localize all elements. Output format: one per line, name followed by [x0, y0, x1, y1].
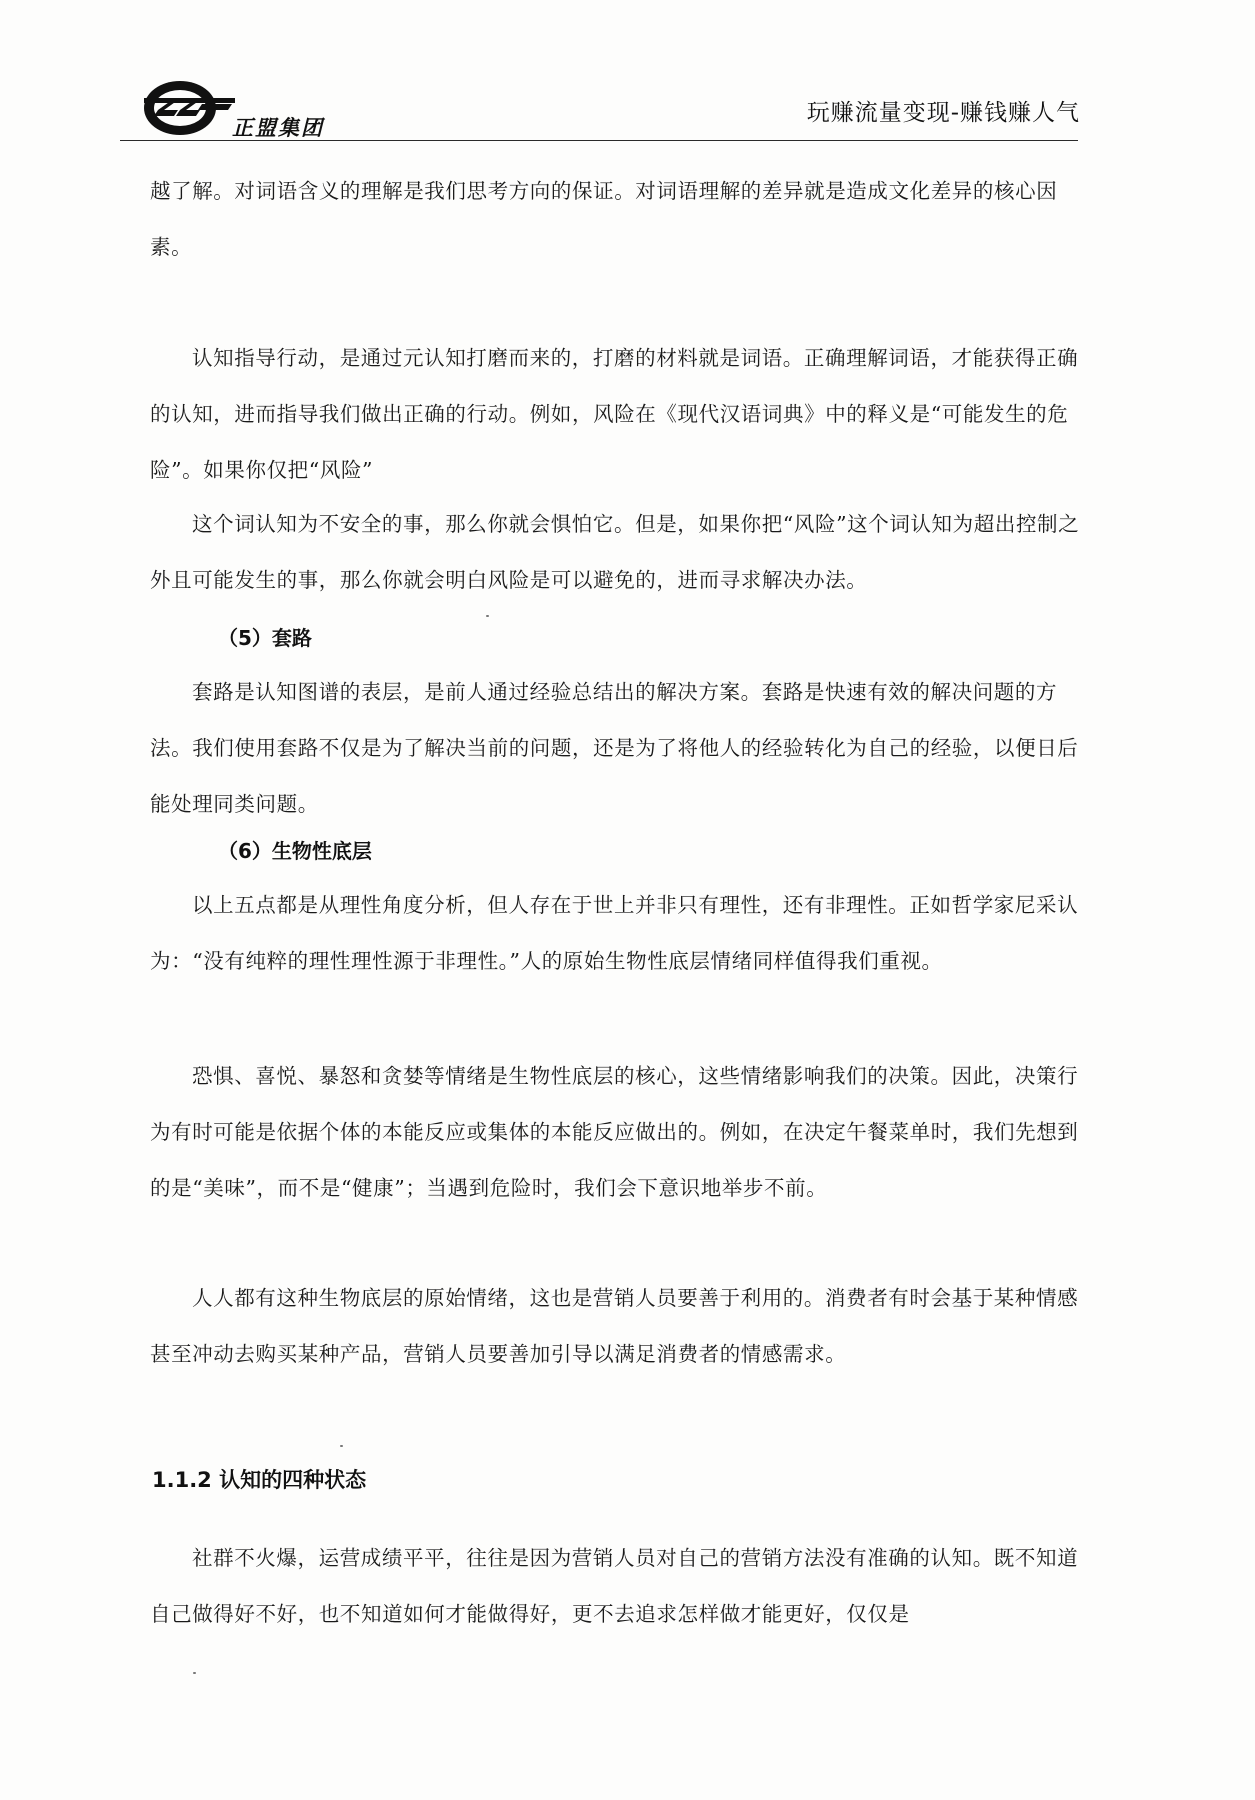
paragraph-3: 这个词认知为不安全的事，那么你就会惧怕它。但是，如果你把“风险”这个词认知为超出控制之外且可能发生的事，那么你就会明白风险是可以避免的，进而寻求解决办法。 — [150, 512, 1080, 592]
subheading-6-biological-layer: （6）生物性底层 — [218, 839, 372, 863]
logo-emblem-icon — [140, 70, 235, 140]
section-heading-1-1-2: 1.1.2 认知的四种状态 — [152, 1468, 367, 1492]
scan-speck — [340, 1445, 343, 1447]
scan-speck — [193, 1672, 196, 1674]
header-slogan: 玩赚流量变现-赚钱赚人气 — [806, 100, 1080, 126]
header-divider — [120, 140, 1078, 141]
paragraph-4: 套路是认知图谱的表层，是前人通过经验总结出的解决方案。套路是快速有效的解决问题的方法。我们使用套路不仅是为了解决当前的问题，还是为了将他人的经验转化为自己的经验，以便日后能处理同类问题。 — [150, 680, 1079, 816]
paragraph-6: 恐惧、喜悦、暴怒和贪婪等情绪是生物性底层的核心，这些情绪影响我们的决策。因此，决策行为有时可能是依据个体的本能反应或集体的本能反应做出的。例如，在决定午餐菜单时，我们先想到的是“美味”，而不是“健康”；当遇到危险时，我们会下意识地举步不前。 — [150, 1064, 1079, 1200]
paragraph-7: 人人都有这种生物底层的原始情绪，这也是营销人员要善于利用的。消费者有时会基于某种情感甚至冲动去购买某种产品，营销人员要善加引导以满足消费者的情感需求。 — [150, 1286, 1079, 1366]
paragraph-5: 以上五点都是从理性角度分析，但人存在于世上并非只有理性，还有非理性。正如哲学家尼采认为：“没有纯粹的理性理性源于非理性。”人的原始生物性底层情绪同样值得我们重视。 — [150, 893, 1079, 973]
paragraph-1: 越了解。对词语含义的理解是我们思考方向的保证。对词语理解的差异就是造成文化差异的核心因素。 — [150, 179, 1058, 259]
paragraph-2: 认知指导行动，是通过元认知打磨而来的，打磨的材料就是词语。正确理解词语，才能获得正确的认知，进而指导我们做出正确的行动。例如，风险在《现代汉语词典》中的释义是“可能发生的危险”。如果你仅把“风险” — [150, 346, 1079, 482]
page-header — [120, 50, 1120, 150]
company-logo — [140, 70, 460, 140]
scan-speck — [486, 615, 489, 617]
logo-text: 正盟集团 — [232, 116, 324, 140]
subheading-5-routines: （5）套路 — [218, 626, 312, 650]
paragraph-8: 社群不火爆，运营成绩平平，往往是因为营销人员对自己的营销方法没有准确的认知。既不知道自己做得好不好，也不知道如何才能做得好，更不去追求怎样做才能更好，仅仅是 — [150, 1546, 1079, 1626]
